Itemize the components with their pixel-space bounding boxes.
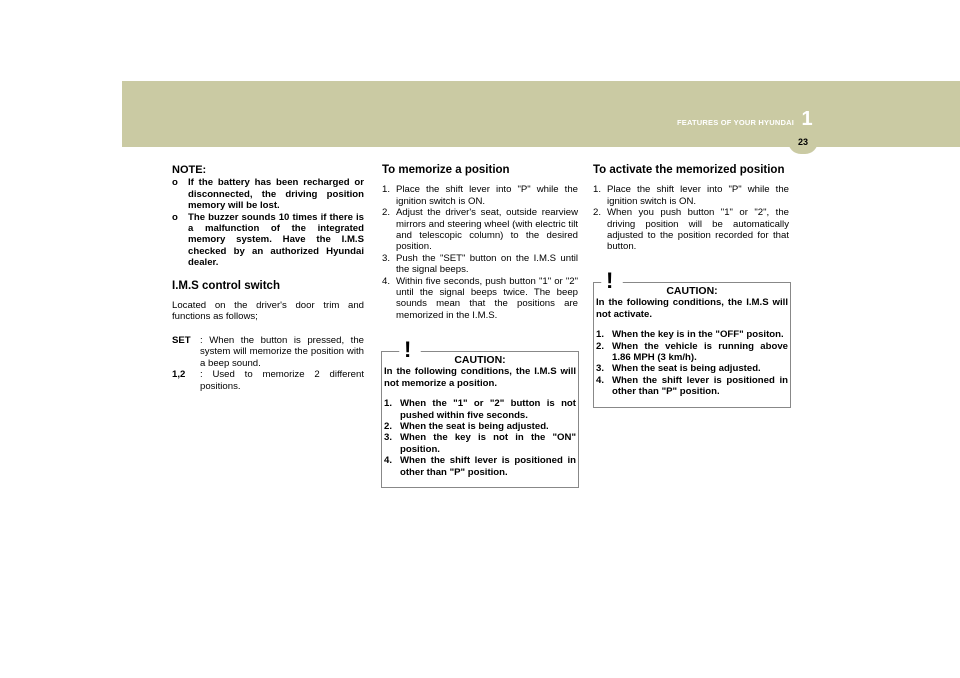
note-bullet [172, 177, 364, 211]
step-text: When you push button "1" or "2", the driving position will be automatically adjusted to the position recorded for that button. [607, 207, 789, 253]
step-text: Place the shift lever into "P" while the ignition switch is ON. [607, 184, 789, 207]
definition-term: 1,2 [172, 369, 186, 381]
step-number: 3. [382, 252, 391, 264]
column-left [172, 165, 364, 392]
section-heading: I.M.S control switch [172, 279, 280, 292]
page-number: 23 [797, 137, 808, 147]
steps-list [382, 184, 578, 321]
caution-text: When the shift lever is positioned in other than "P" position. [400, 455, 576, 478]
caution-number: 1. [596, 329, 605, 341]
step-number: 1. [593, 184, 602, 196]
column-right [593, 165, 789, 253]
caution-item [384, 432, 576, 455]
chapter-number: 1 [801, 108, 813, 130]
caution-text: When the shift lever is positioned in other than "P" position. [612, 374, 788, 398]
caution-item [596, 341, 788, 364]
caution-title: CAUTION: [454, 354, 506, 366]
column-middle [382, 165, 578, 321]
header-band [122, 81, 960, 147]
caution-item [384, 398, 576, 421]
warning-exclamation-icon: ! [606, 268, 614, 293]
caution-text: When the key is in the "OFF" positon. [612, 329, 784, 341]
definition-item [172, 335, 364, 369]
steps-list [593, 184, 789, 252]
caution-number: 1. [384, 398, 393, 410]
step-item [382, 253, 578, 276]
caution-text: When the key is not in the "ON" position. [400, 432, 576, 455]
step-text: Within five seconds, push button "1" or "2" until the signal beeps twice. The beep sounds mean that the positions are memorized in the I.M.S. [396, 275, 578, 321]
step-text: Adjust the driver's seat, outside rearview mirrors and steering wheel (with electric tilt and telescopic column) to the desired position. [396, 207, 578, 253]
bullet-text: If the battery has been recharged or disconnected, the driving position memory will be lost. [188, 177, 364, 212]
step-text: Push the "SET" button on the I.M.S until the signal beeps. [396, 252, 578, 276]
caution-item [596, 375, 788, 398]
definition-item [172, 369, 364, 392]
chapter-title: FEATURES OF YOUR HYUNDAI [676, 118, 794, 127]
caution-number: 2. [384, 421, 393, 433]
caution-item [384, 421, 576, 432]
step-item [593, 184, 789, 207]
step-number: 2. [382, 207, 391, 219]
caution-box [593, 268, 791, 408]
section-heading: To activate the memorized position [593, 164, 785, 176]
caution-text: When the "1" or "2" button is not pushed within five seconds. [400, 398, 576, 421]
step-item [382, 207, 578, 253]
bullet-marker: o [172, 211, 178, 223]
caution-item [596, 363, 788, 374]
definition-term: SET [172, 334, 191, 346]
note-bullet [172, 212, 364, 269]
caution-number: 4. [384, 455, 393, 467]
caution-number: 4. [596, 374, 605, 386]
step-item [382, 184, 578, 207]
caution-list [596, 329, 788, 397]
caution-number: 3. [596, 363, 605, 375]
warning-exclamation-icon: ! [404, 337, 412, 362]
definition-text: : When the button is pressed, the system will memorize the position with a beep sound. [200, 334, 364, 369]
step-number: 4. [382, 275, 391, 287]
caution-item [596, 329, 788, 340]
caution-title: CAUTION: [666, 285, 718, 297]
note-heading: NOTE: [172, 164, 207, 176]
caution-text: When the seat is being adjusted. [400, 421, 549, 433]
caution-text: When the seat is being adjusted. [612, 363, 761, 375]
bullet-marker: o [172, 177, 178, 189]
caution-lead: In the following conditions, the I.M.S will not memorize a position. [384, 366, 576, 389]
bullet-text: The buzzer sounds 10 times if there is a malfunction of the integrated memory system. Have the I.M.S checked by an authorized Hyundai dealer. [188, 211, 364, 269]
caution-text: When the vehicle is running above 1.86 MPH (3 km/h). [612, 340, 788, 364]
intro-paragraph: Located on the driver's door trim and functions as follows; [172, 300, 364, 323]
caution-number: 2. [596, 340, 605, 352]
caution-box [381, 337, 579, 488]
step-number: 2. [593, 207, 602, 219]
caution-list [384, 398, 576, 478]
caution-number: 3. [384, 432, 393, 444]
caution-lead: In the following conditions, the I.M.S will not activate. [596, 297, 788, 320]
caution-item [384, 455, 576, 478]
step-item [382, 276, 578, 322]
step-text: Place the shift lever into "P" while the ignition switch is ON. [396, 184, 578, 207]
step-number: 1. [382, 184, 391, 196]
definition-text: : Used to memorize 2 different positions. [200, 369, 364, 392]
step-item [593, 207, 789, 253]
section-heading: To memorize a position [382, 164, 510, 176]
